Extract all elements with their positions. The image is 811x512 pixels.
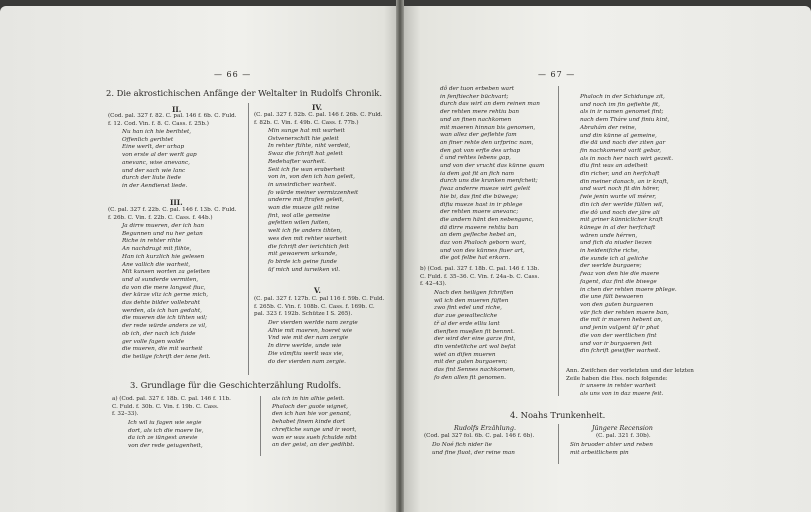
section-heading-2: 2. Die akrostichischen Anfänge der Weltalter in Rudolfs Chronik. xyxy=(106,88,382,98)
reference-V: (C. pal. 327 f. 127b. C. pal 116 f. 59b. C. Fuld. f. 265b. C. Vin. f. 108b. C. Cass. f. 169b. C. pal. 323 f. 192b. Schütze I S. 265). xyxy=(254,296,385,318)
column-divider-bottom xyxy=(260,396,261,456)
verse-block-3b: als ich in hin alhie geleit. Phaloch der guote wignet, den ich han hie vor genant, behabet finem kinde dort chreftiche sunge und ir wort, wan er was sueh fchulde nibt an der geist, an der gedihbt. xyxy=(272,396,357,449)
column-divider-right xyxy=(558,86,559,396)
left-page xyxy=(0,6,400,512)
reference-rudolf: (Cod. pal 327 fol. 6b. C. pal. 146 f. 6b). xyxy=(424,433,535,439)
column-divider xyxy=(248,103,249,375)
verse-block-right-col2: Phaloch in der Schidunge zit, und noch im fin gefiehte fit, als in ir namen genomet fint; nach dem Tháre und finiu kint, Abrahám der reine, und din künne al gemeine, die dä und nach der ziten gar fin nachkomend varlt gebar, als in noch her nach wirt gezeit. diu fint was an adelheit din richer, und an herfchaft din meiner danach, an ir kraft, und wart noch fit din hörer, fwie jenin wurte vil mérer, din ich der werlde fülten wil, die dô und noch der järe ali mit griner künniclicher kraft künege in al der herfchaft wären unde hérren, und fich da niuder liezen in heidenifche riche, die sunde ich al geliche der werlde burgaere; fwaz von den hie die maere fagent, daz fint die biwege in chen der rehten maere phlege. die une fült bewaeren von den guten burgaeren vür fich der rehten maere ban, die mit ir maeren hebent an, und jenin vulgent üf ir phat die von der wertlichen fint und vor ir burgaeren feit din fchrift gewiffer warheit. xyxy=(580,94,677,355)
annotation-note: Ann. Zwifchen der vorletzten und der letzten Zeile haben die Hss. noch folgende: ir unsere in rehter warheit als uns von in daz maere feit. xyxy=(566,368,694,397)
section-heading-3: 3. Grundlage für die Geschichterzählung Rudolfs. xyxy=(130,380,342,390)
right-page xyxy=(400,6,811,512)
page-number-right: — 67 — xyxy=(538,70,576,79)
reference-IV: (C. pal. 327 f. 52b. C. pal. 146 f. 26b. C. Fuld. f. 82b. C. Vin. f. 49b. C. Cass. f. 77b.) xyxy=(254,112,383,126)
verse-block-V: Der vierden werlde nam zergie Alhie mit maeren, hoeret wie Vnd wie mit der nam zergie In dirre werlde, unde wie Die vümftiu werlt was vie, do der vierden nam zergie. xyxy=(268,320,358,365)
verse-block-juengere: Sin bruoder ahter und reben mit arbeitlichem pin xyxy=(570,442,653,456)
roman-numeral-III: III. xyxy=(170,198,183,207)
reference-3a: a) (Cod. pal. 327 f. 18b. C. pal. 146 f. 11b. C. Fuld. f. 30b. C. Vin. f. 19b. C. Cass. f. 32–33). xyxy=(112,396,231,418)
page-number-left: — 66 — xyxy=(214,70,252,79)
reference-juengere: (C. pal. 321 f. 30b). xyxy=(596,433,651,439)
reference-II: (Cod. pal. 327 f. 82. C. pal. 146 f. 6b. C. Fuld. f. 12. Cod. Vin. f. 8. C. Cass. f. 25b.) xyxy=(108,113,237,127)
verse-block-b: Nach den heiligen fchriften wil ich den mueren füften zwo fint edel und riche, dar zue gewaltecliche tř al der erde elliu lant dienften mueßen fit bennnt. der wird der eine garze fint, din ventetliche art wol befat wiet an difen mueren mit der guten burgaeren; das fint Sennes nachkomen, fo den allen fit genomen. xyxy=(434,290,516,381)
subtitle-rudolf: Rudolfs Erzählung. xyxy=(454,424,516,432)
verse-block-IV: Min sunge hat mit warheit Ostvenerschilt hie geleit In rehter ftihte, niht verdeit, Swaz die fchrift hat geleit Redehafter warheit. Seit ich fie wan eraberheit von in, von den ich han geleit, in unwirdicher warheit. fo würde meiner vermizzenheit underre mit ftrafen geleit, wan die mueze gilt reine fint, wol alle gemeine gefetten wilen fuiten, welt ich fie anders tihten, wes den mit rehter warheit die fchrift der ierichtich feit mit gewaerem urkunde, fo birde ich geine funde üf mich und iurwiken vil. xyxy=(268,128,359,273)
column-divider-right-bottom xyxy=(558,424,559,464)
verse-block-rudolf: Do Noé fich nider lie und fine fluot, der reine man xyxy=(432,442,515,456)
verse-block-3a: Ich wil iu fagen wie segie dort, als ich die maere lie, da ich ze iüngest anevie von der rede geiugenheit, xyxy=(128,420,204,450)
reference-III: (C. pal. 327 f. 22b. C. pal. 146 f. 13b. C. Fuld. f. 26b. C. Vin. f. 22b. C. Cass. f. 44b.) xyxy=(108,207,237,221)
book-spine xyxy=(396,0,404,512)
verse-block-II: Nu han ich hie berihtet, Offenlich gerihtet Eine werlt, der urhap von erste al der werlt gap anevanc, wise anevanc, und der sach wie lanc durch der liute liede in der Aendienst liede. xyxy=(122,129,197,189)
roman-numeral-V: V. xyxy=(314,286,321,295)
verse-block-III: Ja dirre mueren, der ich han Begunnen und nu her getan Riche in rehter rihte An nachdrugt mit flihte, Han ich kurzlich hie gelesen Ane vallich die warheit, Mit kunsen worten za geleiten und al sunderde vermiten, da von die mere langest fiuc, der kürze vliz ich gerne mich, das dehte bilder vollebraht werden, als ich han gedaht, die mueren die ich tihten wil; der rede würde anders ze vil, ob ich, der nach ich fuide ger volle fagen wolde die mueren, die mit warheit die heilige fchrift der iene feit. xyxy=(122,223,211,360)
subtitle-juengere: Jüngere Recension xyxy=(592,424,653,432)
reference-3b: b) (Cod. pal. 327 f. 18b. C. pal. 146 f. 13b. C. Fuld. f. 35–36. C. Vin. f. 24a–b. C. Cass. f. 42–43). xyxy=(420,266,540,288)
section-heading-4: 4. Noahs Trunkenheit. xyxy=(510,410,606,420)
roman-numeral-II: II. xyxy=(172,105,182,114)
verse-block-top: dô der tuon erbeben wart in fenftiecher büchvart; durch das wirt an dem reinen man der rehten mere rehtiu ban und an finen nachkomen mit maeren hinnan bis genomen, wan allez der geflehte fam an finer rehte den urfprinc nam, den got von erfte des urhap č und rehtes lebens gap, und von der vrucht das künne quam ia dem got fit an fich nam durch uns die kranken menfcheit; fwaz anderre mueze wirt geleit hie bi, das fint die büwege; difiu mueze hast in ir phlege der rehten maere anevanc; die andern hänt den nebenganc, dä dirre maeere rehtiu ban an dem gefleche hebet an, daz von Phaloch geborn wart, und von des künnes fiuer art, die got felbe hat erkorn. xyxy=(440,86,545,262)
roman-numeral-IV: IV. xyxy=(312,103,323,112)
